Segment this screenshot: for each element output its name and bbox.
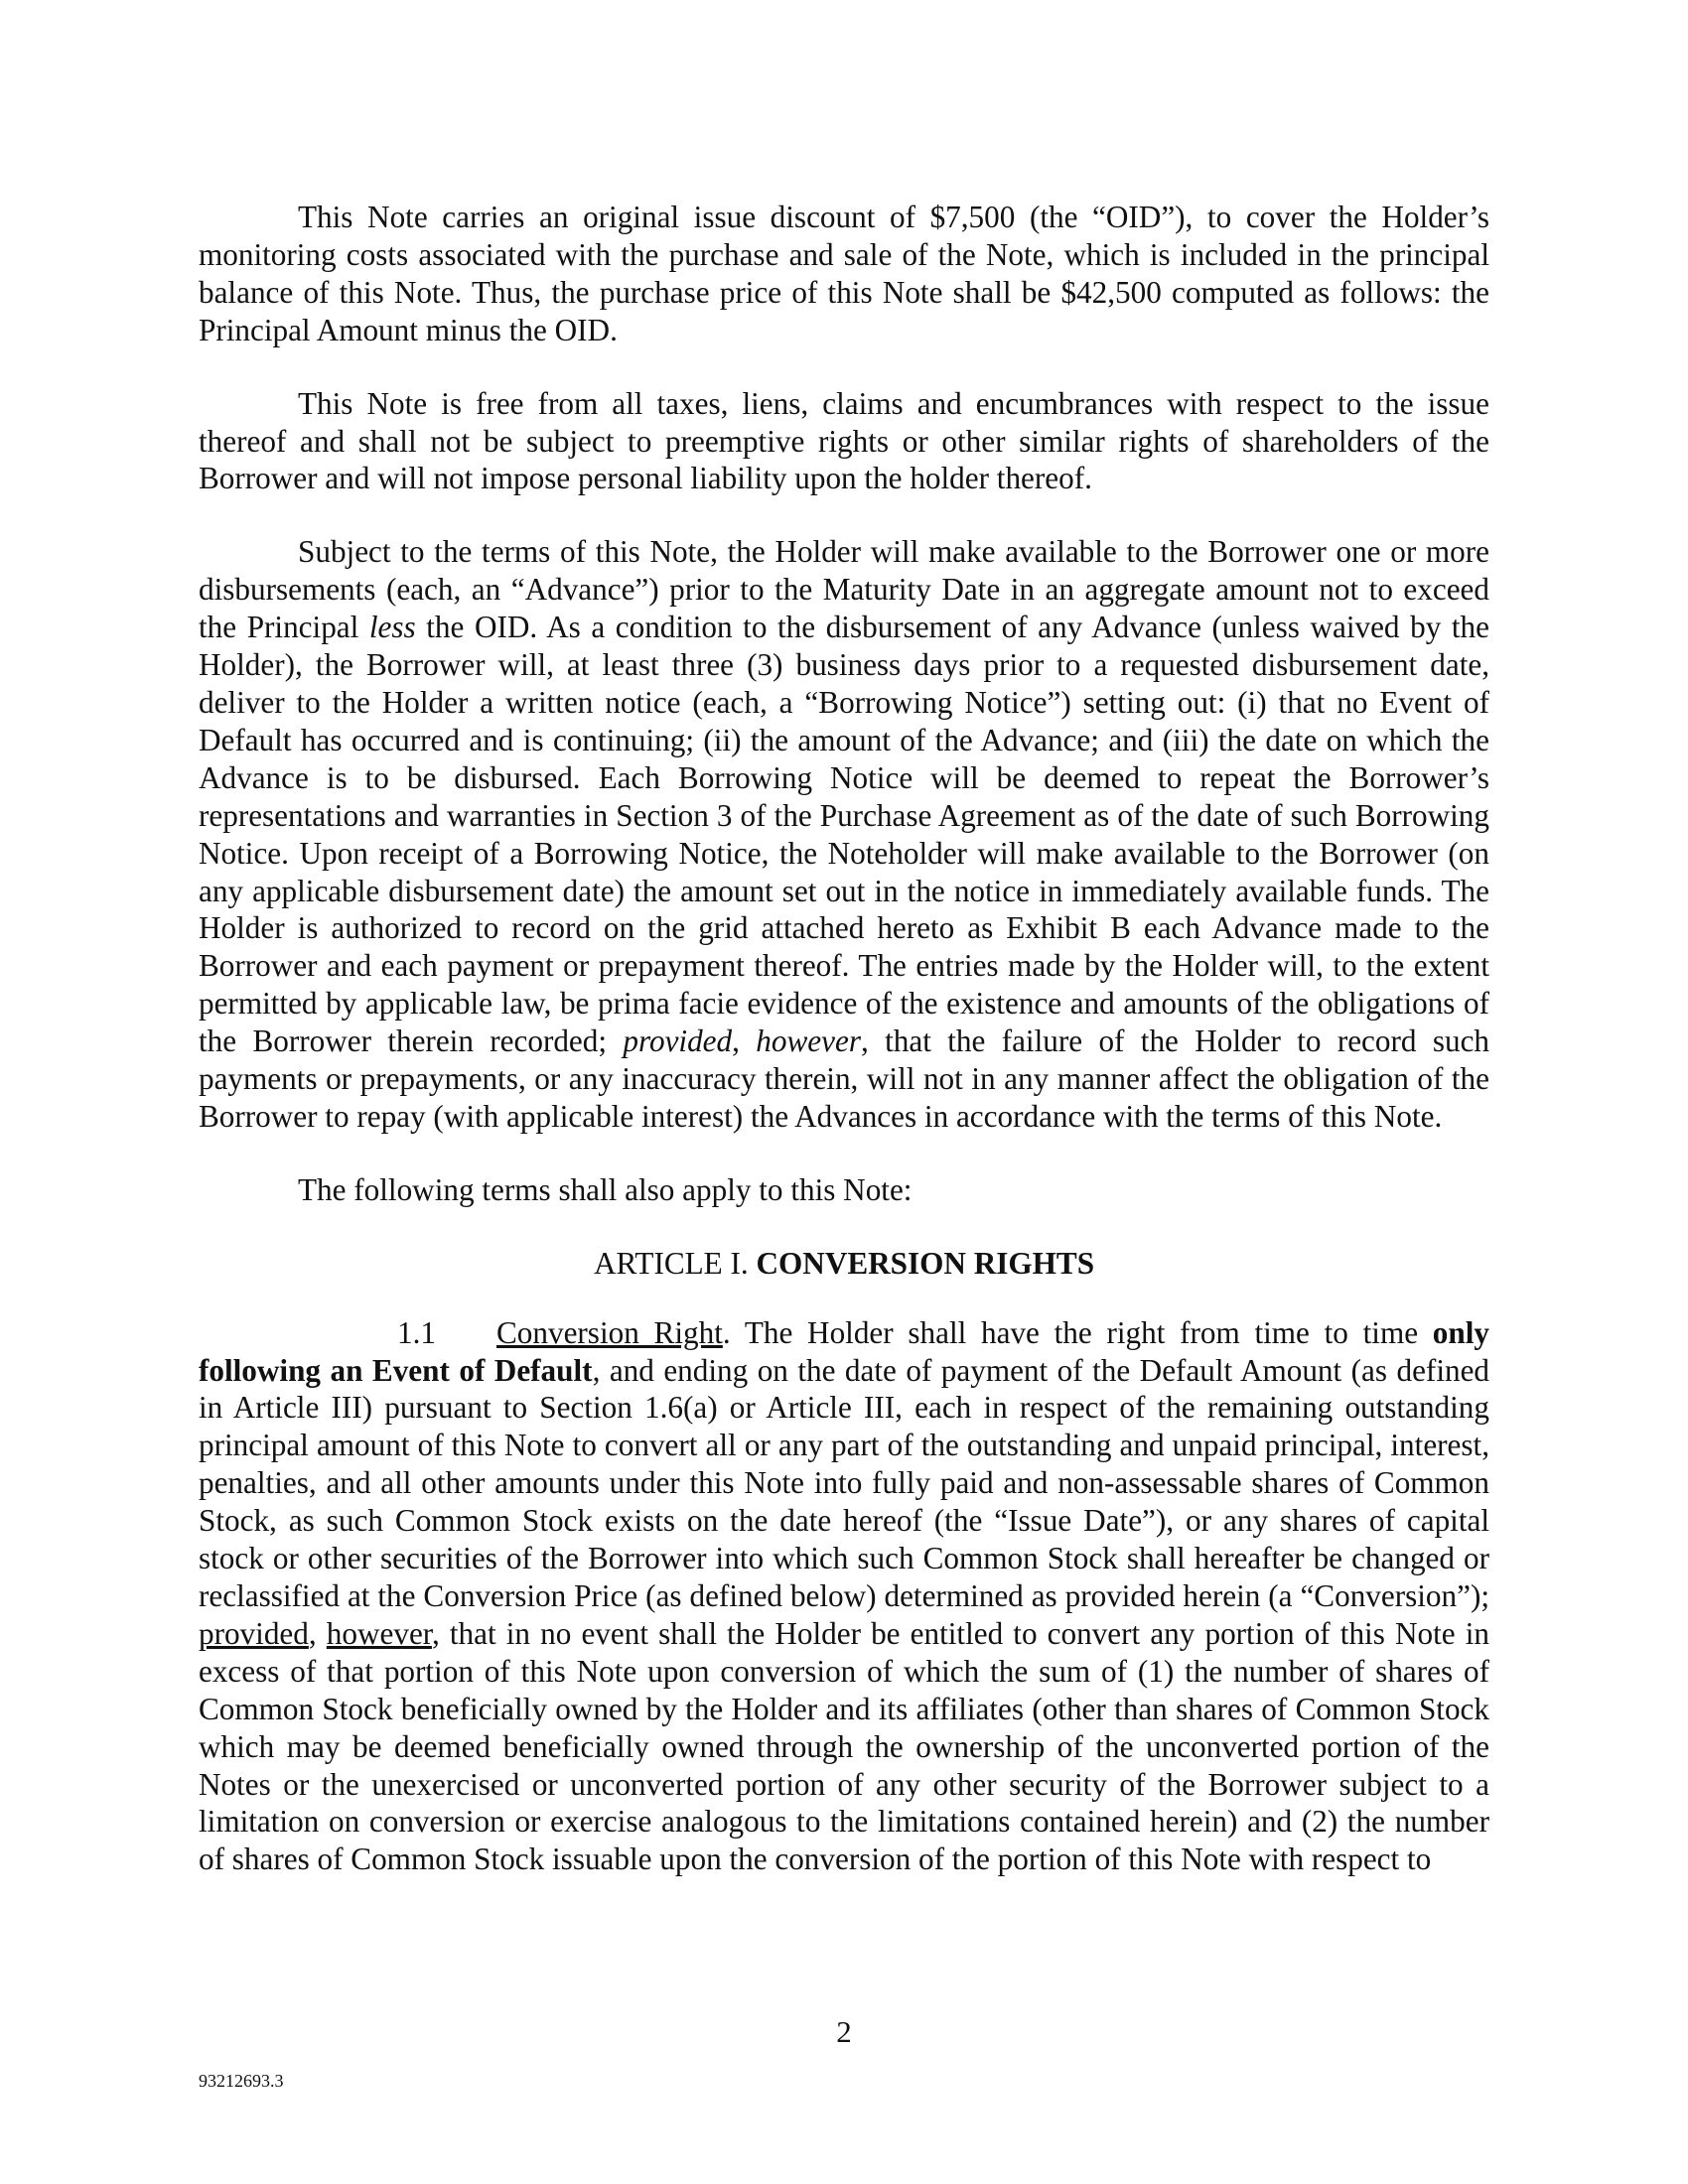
article-title: CONVERSION RIGHTS — [756, 1245, 1095, 1281]
paragraph-advances — [199, 533, 1489, 1136]
advances-italic-however: however — [756, 1024, 861, 1059]
article-heading — [199, 1245, 1489, 1283]
section-heading: Conversion Right — [496, 1314, 723, 1350]
section-underline-provided: provided — [199, 1615, 309, 1651]
section-text-2: , and ending on the date of payment of the Default Amount (as defined in Article III) pursuant to Section 1.6(a) or Article III, each in respect of the remaining outstanding principal amount of this Note to convert all or any part of the outstanding and unpaid principal, interest, penalties, and all other amounts under this Note into fully paid and non-assessable shares of Common Stock, as such Common Stock exists on the date hereof (the “Issue Date”), or any shares of capital stock or other securities of the Borrower into which such Common Stock shall hereafter be changed or reclassified at the Conversion Price (as defined below) determined as provided herein (a “Conversion”); — [199, 1352, 1490, 1613]
advances-comma: , — [732, 1024, 757, 1059]
section-text-1: . The Holder shall have the right from time to time — [722, 1314, 1433, 1350]
paragraph-following-terms: The following terms shall also apply to this Note: — [298, 1171, 913, 1207]
advances-italic-less: less — [368, 610, 416, 645]
section-comma: , — [308, 1615, 327, 1651]
advances-text-3: , that the failure of the Holder to record such payments or prepayments, or any inaccuracy therein, will not in any manner affect the obligation of the Borrower to repay (with applicable interest) the Advances in accordance with the terms of this Note. — [199, 1024, 1490, 1134]
advances-text-2: the OID. As a condition to the disbursement of any Advance (unless waived by the Holder), the Borrower will, at least three (3) business days prior to a requested disbursement date, deliver to the Holder a written notice (each, a “Borrowing Notice”) setting out: (i) that no Event of Default has occurred and is continuing; (ii) the amount of the Advance; and (iii) the date on which the Advance is to be disbursed. Each Borrowing Notice will be deemed to repeat the Borrower’s representations and warranties in Section 3 of the Purchase Agreement as of the date of such Borrowing Notice. Upon receipt of a Borrowing Notice, the Noteholder will make available to the Borrower (on any applicable disbursement date) the amount set out in the notice in immediately available funds. The Holder is authorized to record on the grid attached hereto as Exhibit B each Advance made to the Borrower and each payment or prepayment thereof. The entries made by the Holder will, to the extent permitted by applicable law, be prima facie evidence of the existence and amounts of the obligations of the Borrower therein recorded; — [199, 610, 1489, 1059]
paragraph-free-from-taxes: This Note is free from all taxes, liens, claims and encumbrances with respect to the issue thereof and shall not be subject to preemptive rights or other similar rights of shareholders of the Borrower and will not impose personal liability upon the holder thereof. — [199, 385, 1489, 496]
advances-italic-provided: provided — [623, 1024, 733, 1059]
section-underline-however: however — [326, 1615, 432, 1651]
section-bold-text: only following an Event of Default — [199, 1314, 1489, 1388]
document-body — [199, 199, 1489, 1878]
advances-text-1: Subject to the terms of this Note, the Holder will make available to the Borrower one or more disbursements (each, an “Advance”) prior to the Maturity Date in an aggregate amount not to exceed the Principal — [199, 534, 1489, 645]
document-id: 93212693.3 — [199, 2071, 284, 2091]
section-1-1 — [199, 1314, 1489, 1879]
section-text-3: , that in no event shall the Holder be entitled to convert any portion of this Note in excess of that portion of this Note upon conversion of which the sum of (1) the number of shares of Common Stock beneficially owned by the Holder and its affiliates (other than shares of Common Stock which may be deemed beneficially owned through the ownership of the unconverted portion of the Notes or the unexercised or unconverted portion of any other security of the Borrower subject to a limitation on conversion or exercise analogous to the limitations contained herein) and (2) the number of shares of Common Stock issuable upon the conversion of the portion of this Note with respect to — [199, 1615, 1489, 1877]
paragraph-oid: This Note carries an original issue discount of $7,500 (the “OID”), to cover the Holder’s monitoring costs associated with the purchase and sale of the Note, which is included in the principal balance of this Note. Thus, the purchase price of this Note shall be $42,500 computed as follows: the Principal Amount minus the OID. — [199, 200, 1489, 347]
article-prefix: ARTICLE I. — [593, 1245, 757, 1281]
section-number: 1.1 — [397, 1314, 436, 1350]
page-number: 2 — [836, 2014, 852, 2049]
